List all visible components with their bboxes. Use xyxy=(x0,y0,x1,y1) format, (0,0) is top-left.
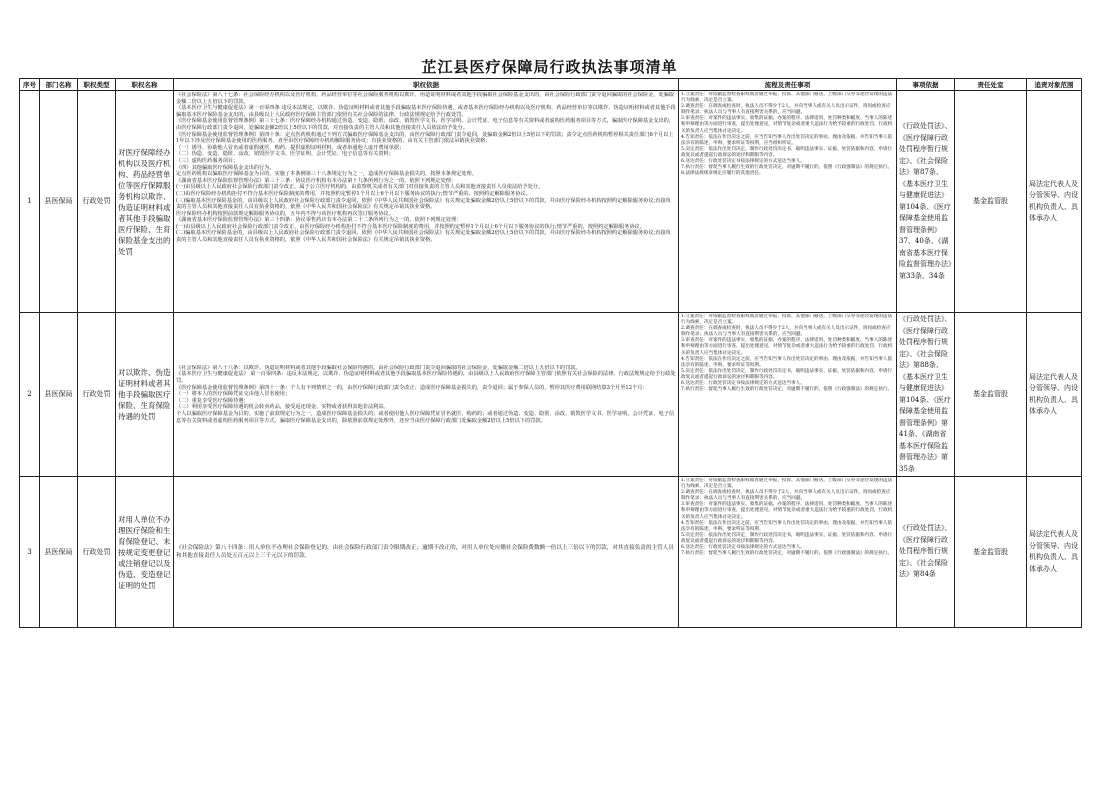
basis-paragraph: 《湖南省基本医疗保险监督管理办法》第三十四条：协议零售药店有本办法第二十二条所列行为之一的，依照下列规定处理： xyxy=(176,217,462,224)
header-cell-office: 责任处室 xyxy=(955,79,1027,91)
power-basis xyxy=(174,91,679,313)
matter-basis: 《行政处罚法》、《医疗保障行政处罚程序暂行规定》、《社会保险法》第88条、《基本医疗卫生与健康促进法》第104条、《医疗保障基金使用监督管理条例》第41条、《湖南省基本医疗保险监督管理办法》第35条 xyxy=(897,313,955,477)
responsible-office: 基金监管股 xyxy=(955,313,1027,477)
accountability-scope: 局法定代表人及分管领导、内设机构负责人、具体承办人 xyxy=(1027,313,1082,477)
basis-paragraph: (二)由医疗保险经办机构拒付不符合基本医疗保险制度的费用，并按照约定暂停1个月以上6个月以下服务协议的执行;情节严重的，按照约定解除服务协议。 xyxy=(176,190,531,197)
flow-step: 6.送达责任：行政处罚决定书按法律规定的方式送达当事人。 xyxy=(681,159,805,165)
table-row xyxy=(20,477,1082,628)
flow-step: 7.执行责任：督促当事人履行生效的行政处罚决定，对逾期不履行的，依照《行政强制法》的规定执行。 xyxy=(681,165,893,171)
accountability-scope: 局法定代表人及分管领导、内设机构负责人、具体承办人 xyxy=(1027,91,1082,313)
power-type: 行政处罚 xyxy=(78,91,116,313)
flow-step: 5.决定责任：依法作出处罚决定，制作行政处罚决定书，载明违法事实、证据、处罚依据和内容、申请行政复议或者提起行政诉讼的途径和期限等内容。 xyxy=(681,368,893,380)
basis-paragraph: 《医疗保障基金使用监督管理条例》第三十七条：医疗保障经办机构通过伪造、变造、隐匿、涂改、销毁医学文书、医学证明、会计凭证、电子信息等有关资料或者虚构医药服务项目等方式，骗取医疗保障基金支出的，由医疗保障行政部门责令退回，处骗取金额2倍以上5倍以下的罚款，对直接负责的主管人员和其他直接责任人员依法给予处分。 xyxy=(176,118,675,131)
header-cell-basis: 职权依据 xyxy=(174,79,679,91)
basis-paragraph: 《基本医疗卫生与健康促进法》第一百零四条 违反本法规定，以欺诈、伪造证明材料或者其他手段骗取基本医疗保险待遇，或者基本医疗保险经办机构以及医疗机构、药品经营单位等以欺诈、伪造证明材料或者其他手段骗取基本医疗保险基金支出的，由县级以上人民政府医疗保障主管部门依照有关社会保险的法律、行政法规规定给予行政处罚。 xyxy=(176,105,676,118)
matter-basis: 《行政处罚法》、《医疗保障行政处罚程序暂行规定》、《社会保险法》第87条、《基本医疗卫生与健康促进法》第104条、《医疗保障基金使用监督管理条例》37、40条、《湖南省基本医疗保险监督管理办法》第33条、34条 xyxy=(897,91,955,313)
basis-paragraph: （二）重复享受医疗保障待遇； xyxy=(176,397,249,404)
responsible-office: 基金监管股 xyxy=(955,91,1027,313)
basis-paragraph: 《社会保险法》第八十八条：以欺诈、伪造证明材料或者其他手段骗取社会保险待遇的，由社会保险行政部门责令退回骗取的社会保险金，处骗取金额二倍以上五倍以下的罚款。 xyxy=(176,364,581,371)
flow-step: 6.送达责任：行政处罚决定书按法律规定的方式送达当事人。 xyxy=(681,545,805,551)
flow-step: 4.告知责任：依法在作出决定之前，应当告知当事人作出处罚决定的事由、理由及依据，并告知当事人依法享有的陈述、申辩、要求听证等权利。 xyxy=(681,356,893,368)
dept-name: 县医保局 xyxy=(40,477,78,628)
basis-paragraph: (一)由县级以上人民政府社会保险行政部门责令改正，属于公立医疗机构的，由监察机关或者有关部门对直接负责的主管人员和其他直接责任人员依法给予处分。 xyxy=(176,184,544,191)
flow-step: 1.立案责任：对依据监督检查职权或者通过举报、投诉、其他部门移送、上级部门交办等途径发现的违法行为线索，决定是否立案。 xyxy=(681,478,893,490)
flow-step: 2.调查责任：在调查或检查时，执法人员不得少于2人，并向当事人或有关人员出示证件，询问或检查应制作笔录；执法人员与当事人有直接利害关系的，应当回避。 xyxy=(681,104,891,116)
basis-paragraph: （三）虚构医药服务项目； xyxy=(176,157,239,164)
process-responsibilities xyxy=(679,91,897,313)
power-name: 对医疗保障经办机构以及医疗机构、药品经营单位等医疗保障服务机构以欺诈、伪造证明材料或者其他手段骗取医疗保险、生育保险基金支出的处罚 xyxy=(116,91,174,313)
dept-name: 县医保局 xyxy=(40,313,78,477)
process-responsibilities xyxy=(679,477,897,628)
basis-paragraph: 个人以骗取医疗保障基金为目的，实施了前款规定行为之一，造成医疗保障基金损失的；或者使用他人医疗保障凭证冒名就医、购药的；或者通过伪造、变造、隐匿、涂改、销毁医学文书、医学证明、会计凭证、电子信息等有关资料或者虚构医药服务项目等方式，骗取医疗保障基金支出的，除依照前款规定处理外，还应当由医疗保障行政部门处骗取金额2倍以上5倍以下的罚款。 xyxy=(176,410,675,424)
table-row xyxy=(20,313,1082,477)
basis-paragraph: 《医疗保障基金使用监督管理条例》第四十一条：个人有下列情形之一的，由医疗保障行政部门责令改正；造成医疗保障基金损失的，责令退回；属于参保人员的，暂停其医疗费用联网结算3个月至12个月： xyxy=(176,384,648,391)
flow-step: 3.审查责任：对案件的违法事实、收集的证据、办案的程序、法律适用、处罚种类和幅度、当事人的陈述和申辩理由等方面进行审查，提出处理意见，对情节复杂或者重大违法行为给予较重的行政处罚，行政机关的负责人应当集体讨论决定。 xyxy=(681,338,893,356)
responsible-office: 基金监管股 xyxy=(955,477,1027,628)
header-cell-flow: 流程及责任事项 xyxy=(679,79,897,91)
basis-paragraph: 《基本医疗卫生与健康促进法》 第一百零四条：违反本法规定，以欺诈、伪造证明材料或者其他手段骗取基本医疗保险待遇的，由县级以上人民政府医疗保障主管部门依照有关社会保险的法律、行政法规规定给予行政处罚。 xyxy=(176,371,676,385)
header-cell-dept: 部门名称 xyxy=(40,79,78,91)
power-type: 行政处罚 xyxy=(78,313,116,477)
header-cell-accountable: 追责对象范围 xyxy=(1027,79,1082,91)
flow-step: 4.告知责任：依法在作出决定之前，应当告知当事人作出处罚决定的事由、理由及依据，并告知当事人依法享有的陈述、申辩、要求听证等权利，应当组织听证。 xyxy=(681,134,893,146)
flow-step: 7.执行责任：督促当事人履行生效的行政处罚决定，对逾期不履行的，依照《行政强制法》的规定执行。 xyxy=(681,551,893,557)
flow-step: 2.调查责任：在调查或检查时，执法人员不得少于2人，并向当事人或有关人员出示证件，询问或检查应制作笔录；执法人员与当事人有直接利害关系的，应当回避。 xyxy=(681,326,891,338)
basis-paragraph: （四）其他骗取医疗保障基金支出的行为。 xyxy=(176,164,275,171)
dept-name: 县医保局 xyxy=(40,91,78,313)
power-name: 对用人单位不办理医疗保险和生育保险登记、未按规定变更登记或注销登记以及伪造、变造登记证明的处罚 xyxy=(116,477,174,628)
row-number: 1 xyxy=(20,91,40,313)
header-cell-ref: 事项依据 xyxy=(897,79,955,91)
process-responsibilities xyxy=(679,313,897,477)
accountability-scope: 局法定代表人及分管领导、内设机构负责人、具体承办人 xyxy=(1027,477,1082,628)
power-type: 行政处罚 xyxy=(78,477,116,628)
basis-paragraph: （一）将本人的医疗保障凭证交由他人冒名使用； xyxy=(176,391,291,398)
flow-step: 1.立案责任：对依据监督检查职权或者通过举报、投诉、其他部门移送、上级部门交办等途径发现的违法行为线索，决定是否立案。 xyxy=(681,314,893,326)
flow-step: 3.审查责任：对案件的违法事实、收集的证据、办案的程序、法律适用、处罚种类和幅度、当事人的陈述和申辩理由等方面进行审查，提出处理意见，对情节复杂或者重大违法行为给予较重的行政处罚，行政机关的负责人应当集体讨论决定。 xyxy=(681,502,893,520)
basis-paragraph: (一)由县级以上人民政府社会保险行政部门责令改正，由医疗保险经办机构拒付不符合基本医疗保险制度的费用，并按照约定暂停1个月以上6个月以下服务协议的执行;情节严重的，按照约定解除服务协议。 xyxy=(176,223,645,230)
flow-step: 3.审查责任：对案件的违法事实、收集的证据、办案的程序、法律适用、处罚种类和幅度、当事人的陈述和申辩理由等方面进行审查，提出处理意见，对情节复杂或者重大违法行为给予较重的行政处罚，行政机关的负责人应当集体讨论决定。 xyxy=(681,116,893,134)
flow-step: 7.执行责任：督促当事人履行生效的行政处罚决定，对逾期不履行的，依照《行政强制法》的规定执行。 xyxy=(681,387,893,393)
row-number: 3 xyxy=(20,477,40,628)
power-basis xyxy=(174,477,679,628)
flow-step: 4.告知责任：依法在作出决定之前，应当告知当事人作出处罚决定的事由、理由及依据，并告知当事人依法享有的陈述、申辩、要求听证等权利。 xyxy=(681,520,893,532)
basis-paragraph: （二）伪造、变造、隐匿、涂改、销毁医学文书、医学证明、会计凭证、电子信息等有关资料； xyxy=(176,151,394,158)
power-basis xyxy=(174,313,679,477)
page-title: 芷江县医疗保障局行政执法事项清单 xyxy=(421,58,678,76)
basis-paragraph: （三）利用享受医疗保障待遇的机会转卖药品，接受返还现金、实物或者获得其他非法利益。 xyxy=(176,404,389,411)
flow-step: 8.法律法规规章规定应履行的其他责任。 xyxy=(681,171,764,177)
header-cell-type: 职权类型 xyxy=(78,79,116,91)
flow-step: 2.调查责任：在调查或检查时，执法人员不得少于2人，并向当事人或有关人员出示证件，询问或检查应制作笔录；执法人员与当事人有直接利害关系的，应当回避。 xyxy=(681,490,891,502)
flow-step: 6.送达责任：行政处罚决定书按法律规定的方式送达当事人。 xyxy=(681,381,805,387)
basis-paragraph: (二)骗取基本医疗保险基金的，由县级以上人民政府社会保险行政部门责令退回，依照《中华人民共和国社会保险法》有关规定处骗取金额2倍以上5倍以下的罚款，并由医疗保险经办机构按照约定解除服务协议;直接负责的主管人员和其他直接责任人员有执业资格的，依照《中华人民共和国社会保险法》有关规定吊销其执业资格。 xyxy=(176,230,671,244)
table-row xyxy=(20,91,1082,313)
row-number: 2 xyxy=(20,313,40,477)
basis-paragraph: 《医疗保障基金使用监督管理条例》第四十条：定点医药机构通过下列方式骗取医疗保障基金支出的，由医疗保障行政部门责令退回，处骗取金额2倍以上5倍以下的罚款；责令定点医药机构暂停相关责任部门6个月以上1年以下涉及医疗保障基金使用的医药服务，直至由医疗保障经办机构解除服务协议；有执业资格的，由有关主管部门依法吊销执业资格： xyxy=(176,131,674,145)
basis-paragraph: 医疗保险经办机构按照前款规定解除服务协议的，五年内不得与该医疗机构再次签订服务协议。 xyxy=(176,210,394,217)
flow-step: 5.决定责任：依法作出处罚决定，制作行政处罚决定书，载明违法事实、证据、处罚依据和内容、申请行政复议或者提起行政诉讼的途径和期限等内容。 xyxy=(681,532,893,544)
header-cell-no: 序号 xyxy=(20,79,40,91)
flow-step: 1.立案责任：对依据监督检查职权或者通过举报、投诉、其他部门移送、上级部门交办等途径发现的违法行为线索，决定是否立案。 xyxy=(681,92,893,104)
basis-paragraph: 《社会保险法》第八十四条：用人单位不办理社会保险登记的，由社会保险行政部门责令限期改正；逾期不改正的，对用人单位处应缴社会保险费数额一倍以上三倍以下的罚款，对其直接负责的主管人员和其他直接责任人员处五百元以上三千元以下的罚款。 xyxy=(176,545,674,559)
basis-paragraph: （一）诱导、协助他人冒名或者虚假就医、购药，提供虚假证明材料，或者串通他人虚开费用单据； xyxy=(176,144,405,151)
header-cell-name: 职权名称 xyxy=(116,79,174,91)
basis-paragraph: 《社会保险法》第八十七条：社会保险经办机构以及医疗机构、药品经营单位等社会保险服务机构以欺诈、伪造证明材料或者其他手段骗取社会保险基金支出的，由社会保险行政部门责令退回骗取的社会保险金，处骗取金额二倍以上五倍以下的罚款。 xyxy=(176,92,675,105)
table-header-row xyxy=(20,79,1082,91)
basis-paragraph: 《湖南省基本医疗保险监督管理办法》第三十三条：协议医疗机构有本办法第十九条所列行为之一的，依照下列规定处理： xyxy=(176,177,457,184)
basis-paragraph: (三)骗取基本医疗保险基金的，由县级以上人民政府社会保险行政部门责令退回，依照《中华人民共和国社会保险法》有关规定处骗取金额2倍以上5倍以下的罚款，并由医疗保险经办机构按照约定解除服务协议;直接负责的主管人员和其他直接责任人员有执业资格的，依照《中华人民共和国社会保险法》有关规定吊销其执业资格。 xyxy=(176,197,671,211)
flow-step: 5.决定责任：依法作出处罚决定，制作行政处罚决定书，载明违法事实、证据、处罚依据和内容、申请行政复议或者提起行政诉讼的途径和期限等内容。 xyxy=(681,146,893,158)
basis-paragraph: 定点医药机构以骗取医疗保障基金为目的，实施了本条例第三十八条规定行为之一，造成医疗保障基金损失的，按照本条规定处理。 xyxy=(176,171,477,178)
power-name: 对以欺诈、伪造证明材料或者其他手段骗取医疗保险、生育保险待遇的处罚 xyxy=(116,313,174,477)
matter-basis: 《行政处罚法》、《医疗保障行政处罚程序暂行规定》、《社会保险法》第84条 xyxy=(897,477,955,628)
enforcement-table xyxy=(19,78,1082,628)
